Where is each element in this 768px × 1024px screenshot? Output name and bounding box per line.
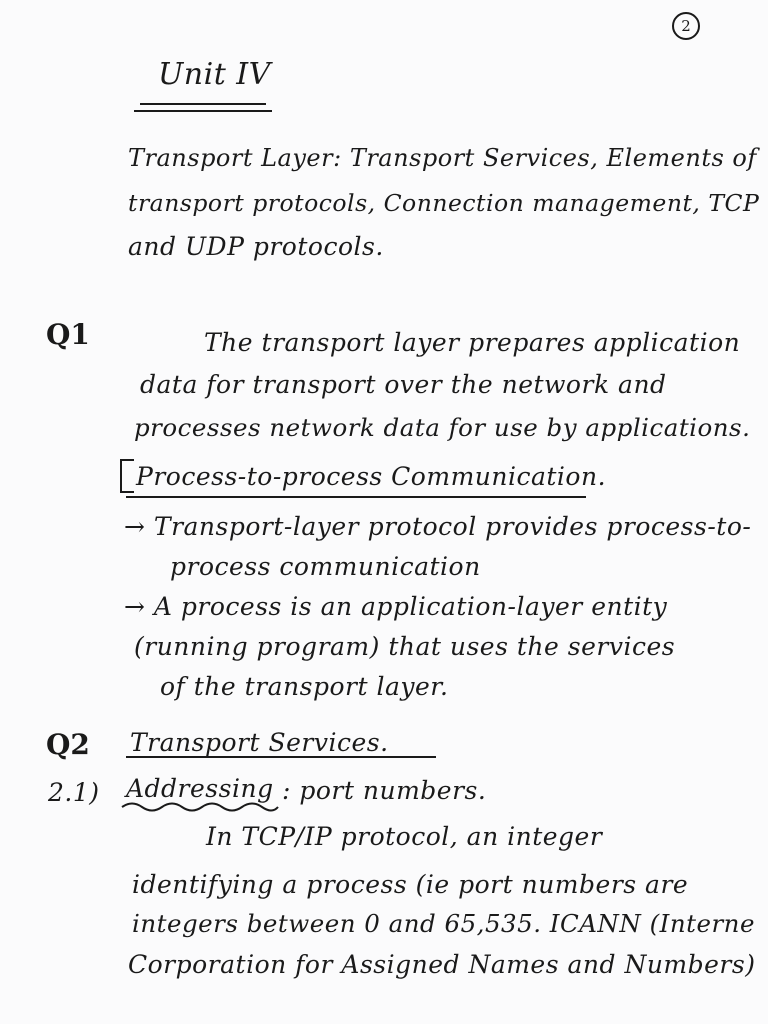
bullet-2-line-3: of the transport layer. bbox=[160, 672, 449, 701]
q1-line-2: data for transport over the network and bbox=[140, 370, 667, 399]
process-to-process-heading: Process-to-process Communication. bbox=[136, 462, 607, 491]
question-1-marker: Q1 bbox=[46, 318, 90, 351]
question-2-marker: Q2 bbox=[46, 728, 90, 761]
syllabus-line-3: and UDP protocols. bbox=[128, 232, 384, 261]
addressing-heading: Addressing bbox=[126, 774, 274, 803]
bullet-1-line-2: process communication bbox=[170, 552, 481, 581]
bullet-2-line-1: → A process is an application-layer entity bbox=[124, 592, 668, 621]
q1-line-3: processes network data for use by applications. bbox=[134, 413, 751, 442]
q2-line-1: In TCP/IP protocol, an integer bbox=[206, 822, 603, 851]
subsection-number: 2.1) bbox=[48, 778, 100, 807]
q2-line-4: Corporation for Assigned Names and Numbers) bbox=[128, 950, 756, 979]
process-heading-underline bbox=[126, 496, 586, 498]
heading-bracket bbox=[120, 459, 134, 493]
title-underline-top bbox=[140, 103, 266, 105]
addressing-wavy-underline bbox=[120, 800, 280, 814]
title-underline-bottom bbox=[134, 110, 272, 112]
page-number: 2 bbox=[672, 12, 700, 40]
bullet-2-line-2: (running program) that uses the services bbox=[134, 632, 676, 661]
q2-line-2: identifying a process (ie port numbers are bbox=[132, 870, 689, 899]
syllabus-line-2: transport protocols, Connection management, TCP bbox=[128, 189, 760, 217]
q2-line-3: integers between 0 and 65,535. ICANN (Interne bbox=[132, 909, 755, 938]
bullet-1-line-1: → Transport-layer protocol provides process-to- bbox=[124, 512, 752, 541]
addressing-rest: : port numbers. bbox=[282, 776, 487, 805]
transport-services-heading: Transport Services. bbox=[130, 728, 389, 757]
services-heading-underline bbox=[126, 756, 436, 758]
q1-line-1: The transport layer prepares application bbox=[204, 328, 741, 357]
syllabus-line-1: Transport Layer: Transport Services, Elements of bbox=[128, 144, 757, 172]
unit-title: Unit IV bbox=[158, 57, 271, 92]
